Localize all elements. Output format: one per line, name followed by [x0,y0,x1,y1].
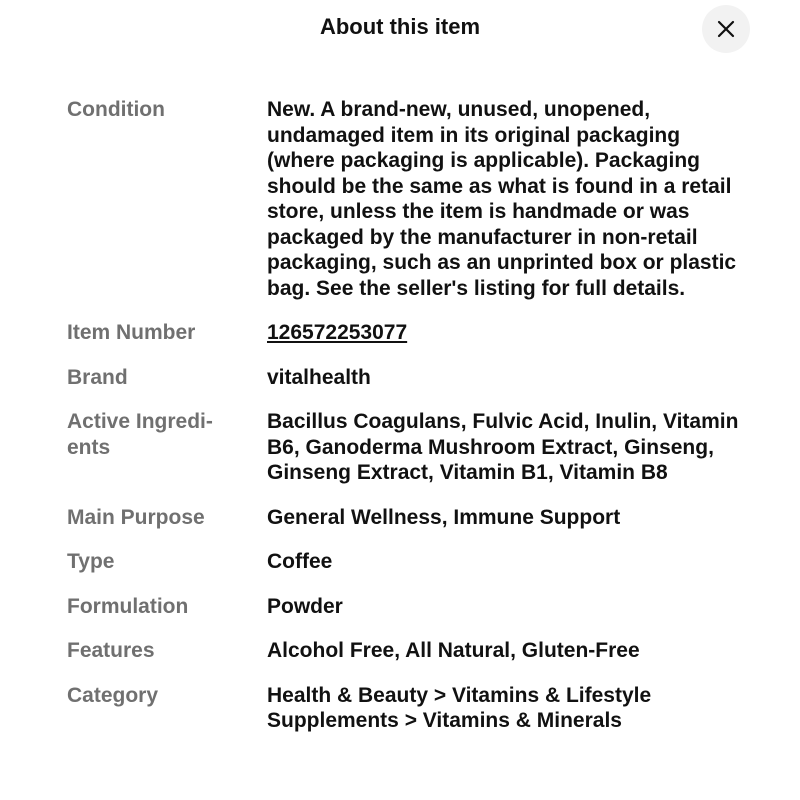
close-icon [717,20,735,38]
spec-row-features [67,638,757,664]
spec-value: Coffee [267,550,333,573]
spec-label: Features [67,639,155,662]
spec-value: Alcohol Free, All Natural, Gluten-Free [267,639,640,662]
spec-label: Condition [67,98,165,121]
spec-row-category [67,683,757,734]
spec-label: Item Number [67,321,196,344]
spec-row-condition [67,97,757,301]
spec-label: Category [67,683,159,707]
spec-row-formulation [67,594,757,620]
dialog-title: About this item [319,14,481,39]
spec-value: Health & Beauty > Vitamins & Lifestyle Supplements > Vitamins & Minerals [267,683,652,732]
spec-label: Type [67,550,115,573]
spec-value [267,320,757,346]
spec-row-active-ingredients [67,409,757,486]
spec-label: Brand [67,365,128,389]
spec-label: Formulation [67,594,189,618]
spec-row-brand [67,365,757,391]
spec-row-type [67,549,757,575]
close-button[interactable] [702,5,750,53]
spec-row-item-number [67,320,757,346]
spec-label: Main Purpose [67,505,205,529]
dialog-header [0,0,800,60]
spec-value: New. A brand-new, unused, unopened, undamaged item in its original packaging (where packaging is applicable). Packaging should be the same as what is found in a retail store, unless the item is handmade or was packaged by the manufacturer in non-retail packaging, such as an unprinted box or plastic bag. See the seller's listing for full details. [267,98,737,300]
spec-value: General Wellness, Immune Support [267,505,621,529]
item-number-link[interactable]: 126572253077 [267,321,408,344]
spec-row-main-purpose [67,505,757,531]
spec-value: Powder [267,594,343,618]
spec-value: vitalhealth [267,365,371,389]
spec-value: Bacillus Coagulans, Fulvic Acid, Inulin, Vitamin B6, Ganoderma Mushroom Extract, Ginseng, Ginseng Extract, Vitamin B1, Vitamin B8 [267,410,739,484]
spec-label: Active Ingredi-ents [67,410,213,459]
item-specifics [67,97,757,753]
